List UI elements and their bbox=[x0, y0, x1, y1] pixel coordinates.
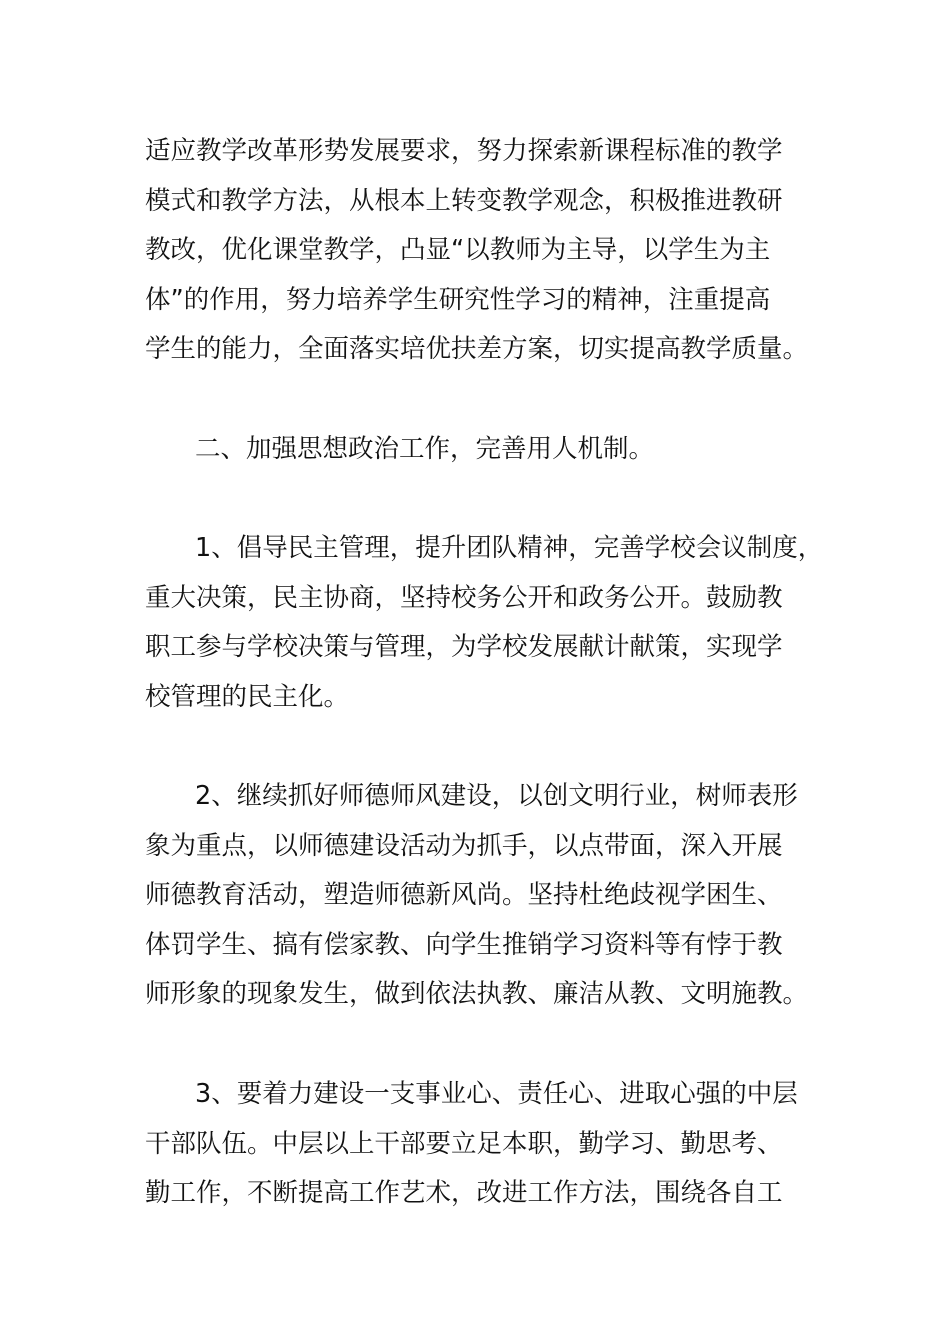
section-heading-text: 二、加强思想政治工作，完善用人机制。 bbox=[195, 434, 655, 464]
text-line: 重大决策，民主协商，坚持校务公开和政务公开。鼓励教 bbox=[145, 582, 783, 613]
text-line: 教改，优化课堂教学，凸显“以教师为主导，以学生为主 bbox=[145, 235, 771, 265]
text-line: 适应教学改革形势发展要求，努力探索新课程标准的教学 bbox=[145, 136, 783, 166]
paragraph-item-1 bbox=[145, 524, 824, 722]
text-line: 3、要着力建设一支事业心、责任心、进取心强的中层 bbox=[195, 1079, 798, 1109]
text-line: 学生的能力，全面落实培优扶差方案，切实提高教学质量。 bbox=[145, 334, 809, 364]
text-line: 1、倡导民主管理，提升团队精神，完善学校会议制度， bbox=[195, 533, 824, 563]
text-line: 勤工作，不断提高工作艺术，改进工作方法，围绕各自工 bbox=[145, 1178, 783, 1208]
text-line: 校管理的民主化。 bbox=[145, 681, 350, 712]
paragraph-item-2 bbox=[145, 772, 820, 1020]
paragraph-intro bbox=[145, 127, 820, 375]
text-line: 体罚学生、搞有偿家教、向学生推销学习资料等有悖于教 bbox=[145, 929, 783, 960]
paragraph-item-3 bbox=[145, 1070, 820, 1219]
text-line: 干部队伍。中层以上干部要立足本职，勤学习、勤思考、 bbox=[145, 1128, 783, 1159]
text-line: 师德教育活动，塑造师德新风尚。坚持杜绝歧视学困生、 bbox=[145, 880, 783, 910]
text-line: 象为重点，以师德建设活动为抓手，以点带面，深入开展 bbox=[145, 830, 783, 861]
text-line: 职工参与学校决策与管理，为学校发展献计献策，实现学 bbox=[145, 632, 783, 662]
section-heading-2 bbox=[145, 425, 820, 475]
text-line: 模式和教学方法，从根本上转变教学观念，积极推进教研 bbox=[145, 185, 783, 216]
text-line: 体”的作用，努力培养学生研究性学习的精神，注重提高 bbox=[145, 284, 771, 315]
text-line: 2、继续抓好师德师风建设，以创文明行业，树师表形 bbox=[195, 781, 798, 811]
text-line: 师形象的现象发生，做到依法执教、廉洁从教、文明施教。 bbox=[145, 979, 809, 1009]
